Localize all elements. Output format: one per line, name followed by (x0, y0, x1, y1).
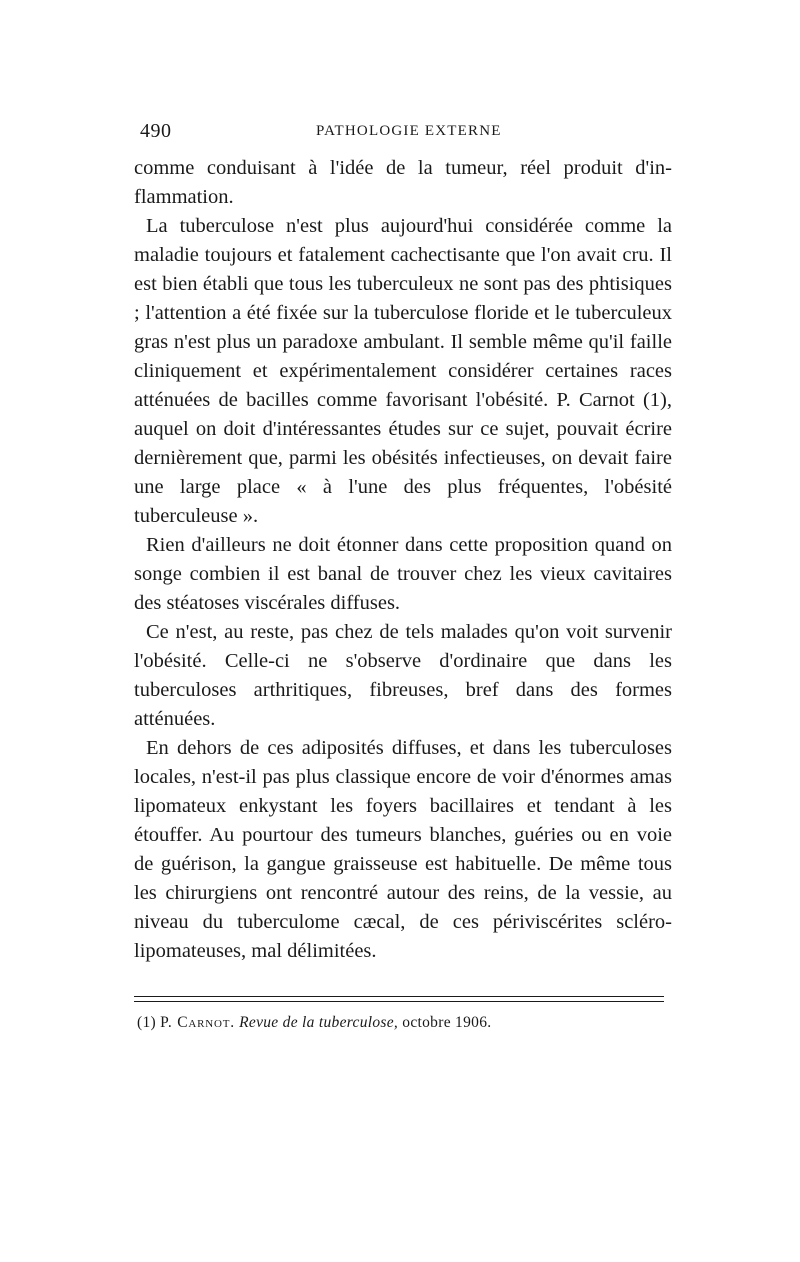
footnote-marker: (1) (137, 1014, 156, 1031)
footnote-author: P. Carnot. (160, 1014, 235, 1031)
paragraph: Ce n'est, au reste, pas chez de tels malades qu'on voit survenir l'obésité. Celle-ci ne s'observe d'ordinaire que dans les tuberculoses arthritiques, fibreuses, bref dans des formes atténuées. (134, 621, 672, 730)
paragraph: La tuberculose n'est plus aujourd'hui considérée comme la maladie toujours et fatalement cachectisante que l'on avait cru. Il est bien établi que tous les tuberculeux ne sont pas des phtisiques ; l'attention a été fixée sur la tuberculose floride et le tuberculeux gras n'est plus un paradoxe ambulant. Il semble même qu'il faille cliniquement et expérimentalement considérer certaines races atténuées de bacilles comme favorisant l'obésité. P. Carnot (1), auquel on doit d'intéressantes études sur ce sujet, pouvait écrire dernièrement que, parmi les obésités infectieuses, on devait faire une large place « à l'une des plus fréquentes, l'obésité tuberculeuse ». (134, 215, 672, 527)
paragraph: Rien d'ailleurs ne doit étonner dans cette proposition quand on songe combien il est banal de trouver chez les vieux cavitaires des stéatoses viscérales diffuses. (134, 534, 672, 614)
paragraph: comme conduisant à l'idée de la tumeur, réel produit d'inflammation. (134, 157, 672, 208)
paragraph: En dehors de ces adiposités diffuses, et dans les tuberculoses locales, n'est-il pas plus classique encore de voir d'énormes amas lipomateux enkystant les foyers bacillaires et tendant à les étouffer. Au pourtour des tumeurs blanches, guéries ou en voie de guérison, la gangue graisseuse est habituelle. De même tous les chirurgiens ont rencontré autour des reins, de la vessie, au niveau du tuberculome cæcal, de ces périviscérites scléro-lipomateuses, mal délimitées. (134, 737, 672, 962)
footnote-rule (134, 996, 664, 997)
footnote (137, 1014, 491, 1032)
page-number: 490 (140, 120, 172, 142)
running-head: PATHOLOGIE EXTERNE (316, 123, 502, 139)
body-text (134, 154, 672, 966)
footnote-date: octobre 1906. (402, 1014, 492, 1031)
footnote-rule-secondary (134, 1001, 664, 1002)
footnote-title: Revue de la tuberculose, (239, 1014, 399, 1031)
